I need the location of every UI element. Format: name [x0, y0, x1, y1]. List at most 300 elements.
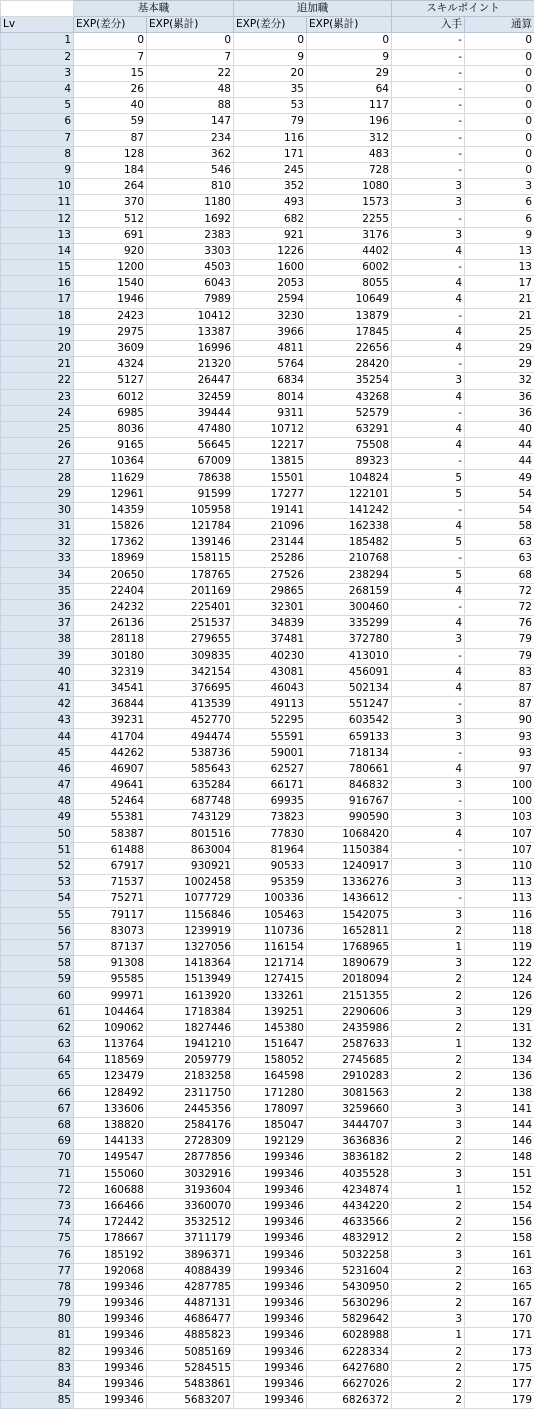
table-row	[1, 308, 534, 324]
extra-exp-diff-cell: 164598	[234, 1069, 307, 1085]
extra-exp-total-cell: 6028988	[307, 1328, 392, 1344]
base-exp-diff-cell: 8036	[74, 421, 147, 437]
extra-exp-total-cell: 846832	[307, 778, 392, 794]
sp-gained-cell: 4	[392, 826, 465, 842]
extra-exp-total-cell: 0	[307, 33, 392, 49]
extra-exp-total-cell: 728	[307, 162, 392, 178]
header-base-exp-total: EXP(累計)	[147, 17, 234, 33]
base-exp-total-cell: 201169	[147, 583, 234, 599]
level-cell: 16	[1, 276, 74, 292]
sp-total-cell: 0	[465, 146, 534, 162]
base-exp-total-cell: 279655	[147, 632, 234, 648]
table-row	[1, 49, 534, 65]
base-exp-total-cell: 1941210	[147, 1037, 234, 1053]
sp-gained-cell: 3	[392, 1117, 465, 1133]
table-row	[1, 33, 534, 49]
sp-gained-cell: 4	[392, 389, 465, 405]
base-exp-diff-cell: 41704	[74, 729, 147, 745]
extra-exp-diff-cell: 69935	[234, 794, 307, 810]
extra-exp-diff-cell: 178097	[234, 1101, 307, 1117]
sp-gained-cell: 4	[392, 616, 465, 632]
extra-exp-diff-cell: 53	[234, 98, 307, 114]
extra-exp-diff-cell: 20	[234, 65, 307, 81]
level-cell: 74	[1, 1215, 74, 1231]
level-cell: 68	[1, 1117, 74, 1133]
table-row	[1, 1182, 534, 1198]
base-exp-diff-cell: 144133	[74, 1134, 147, 1150]
extra-exp-diff-cell: 199346	[234, 1263, 307, 1279]
extra-exp-diff-cell: 49113	[234, 697, 307, 713]
table-row	[1, 211, 534, 227]
base-exp-total-cell: 2445356	[147, 1101, 234, 1117]
table-row	[1, 324, 534, 340]
base-exp-diff-cell: 128492	[74, 1085, 147, 1101]
level-cell: 64	[1, 1053, 74, 1069]
extra-exp-total-cell: 483	[307, 146, 392, 162]
level-cell: 75	[1, 1231, 74, 1247]
header-sp-gained: 入手	[392, 17, 465, 33]
sp-total-cell: 76	[465, 616, 534, 632]
extra-exp-diff-cell: 37481	[234, 632, 307, 648]
table-row	[1, 810, 534, 826]
level-cell: 10	[1, 179, 74, 195]
table-row	[1, 599, 534, 615]
base-exp-diff-cell: 199346	[74, 1344, 147, 1360]
base-exp-diff-cell: 199346	[74, 1393, 147, 1409]
base-exp-diff-cell: 49641	[74, 778, 147, 794]
sp-total-cell: 134	[465, 1053, 534, 1069]
level-cell: 4	[1, 81, 74, 97]
sp-gained-cell: 4	[392, 243, 465, 259]
extra-exp-total-cell: 6627026	[307, 1376, 392, 1392]
extra-exp-diff-cell: 77830	[234, 826, 307, 842]
base-exp-total-cell: 2059779	[147, 1053, 234, 1069]
base-exp-diff-cell: 149547	[74, 1150, 147, 1166]
sp-gained-cell: 5	[392, 486, 465, 502]
table-row	[1, 438, 534, 454]
level-cell: 46	[1, 761, 74, 777]
base-exp-diff-cell: 91308	[74, 956, 147, 972]
level-cell: 32	[1, 535, 74, 551]
extra-exp-total-cell: 4234874	[307, 1182, 392, 1198]
sp-total-cell: 141	[465, 1101, 534, 1117]
table-row	[1, 1393, 534, 1409]
extra-exp-total-cell: 162338	[307, 519, 392, 535]
table-row	[1, 357, 534, 373]
sp-total-cell: 83	[465, 664, 534, 680]
header-extra-exp-diff: EXP(差分)	[234, 17, 307, 33]
sp-gained-cell: 2	[392, 1393, 465, 1409]
extra-exp-diff-cell: 493	[234, 195, 307, 211]
sp-total-cell: 9	[465, 227, 534, 243]
base-exp-diff-cell: 87	[74, 130, 147, 146]
table-row	[1, 842, 534, 858]
level-cell: 36	[1, 599, 74, 615]
base-exp-diff-cell: 920	[74, 243, 147, 259]
level-cell: 80	[1, 1312, 74, 1328]
extra-exp-diff-cell: 5764	[234, 357, 307, 373]
extra-exp-total-cell: 5430950	[307, 1279, 392, 1295]
sp-gained-cell: 1	[392, 1328, 465, 1344]
base-exp-total-cell: 538736	[147, 745, 234, 761]
base-exp-total-cell: 362	[147, 146, 234, 162]
sp-gained-cell: 4	[392, 292, 465, 308]
base-exp-total-cell: 743129	[147, 810, 234, 826]
base-exp-diff-cell: 55381	[74, 810, 147, 826]
base-exp-total-cell: 5284515	[147, 1360, 234, 1376]
table-row	[1, 616, 534, 632]
table-row	[1, 1247, 534, 1263]
sp-gained-cell: 4	[392, 761, 465, 777]
sp-gained-cell: 3	[392, 713, 465, 729]
base-exp-total-cell: 178765	[147, 567, 234, 583]
sp-total-cell: 177	[465, 1376, 534, 1392]
extra-exp-diff-cell: 3966	[234, 324, 307, 340]
sp-gained-cell: 2	[392, 988, 465, 1004]
base-exp-total-cell: 413539	[147, 697, 234, 713]
extra-exp-total-cell: 502134	[307, 680, 392, 696]
base-exp-total-cell: 546	[147, 162, 234, 178]
base-exp-total-cell: 3032916	[147, 1166, 234, 1182]
level-cell: 21	[1, 357, 74, 373]
level-cell: 18	[1, 308, 74, 324]
sp-gained-cell: 2	[392, 1020, 465, 1036]
extra-exp-diff-cell: 8014	[234, 389, 307, 405]
sp-gained-cell: -	[392, 842, 465, 858]
table-row	[1, 1231, 534, 1247]
base-exp-total-cell: 22	[147, 65, 234, 81]
base-exp-diff-cell: 28118	[74, 632, 147, 648]
base-exp-total-cell: 78638	[147, 470, 234, 486]
sp-gained-cell: -	[392, 49, 465, 65]
base-exp-total-cell: 5683207	[147, 1393, 234, 1409]
base-exp-diff-cell: 199346	[74, 1279, 147, 1295]
level-cell: 12	[1, 211, 74, 227]
sp-total-cell: 110	[465, 858, 534, 874]
sp-total-cell: 175	[465, 1360, 534, 1376]
extra-exp-total-cell: 1068420	[307, 826, 392, 842]
base-exp-diff-cell: 10364	[74, 454, 147, 470]
extra-exp-diff-cell: 199346	[234, 1247, 307, 1263]
table-row	[1, 1053, 534, 1069]
base-exp-diff-cell: 199346	[74, 1296, 147, 1312]
extra-exp-diff-cell: 2053	[234, 276, 307, 292]
level-cell: 48	[1, 794, 74, 810]
extra-exp-total-cell: 456091	[307, 664, 392, 680]
table-row	[1, 1328, 534, 1344]
sp-total-cell: 68	[465, 567, 534, 583]
extra-exp-diff-cell: 199346	[234, 1150, 307, 1166]
level-cell: 39	[1, 648, 74, 664]
level-cell: 24	[1, 405, 74, 421]
extra-exp-diff-cell: 682	[234, 211, 307, 227]
table-row	[1, 1101, 534, 1117]
sp-gained-cell: -	[392, 697, 465, 713]
extra-exp-total-cell: 335299	[307, 616, 392, 632]
sp-gained-cell: -	[392, 130, 465, 146]
table-row	[1, 519, 534, 535]
extra-exp-diff-cell: 9311	[234, 405, 307, 421]
sp-total-cell: 63	[465, 551, 534, 567]
sp-gained-cell: -	[392, 146, 465, 162]
extra-exp-diff-cell: 19141	[234, 502, 307, 518]
sp-gained-cell: 3	[392, 729, 465, 745]
header-group-row	[1, 1, 534, 17]
base-exp-total-cell: 32459	[147, 389, 234, 405]
table-row	[1, 1037, 534, 1053]
extra-exp-total-cell: 89323	[307, 454, 392, 470]
base-exp-diff-cell: 15826	[74, 519, 147, 535]
base-exp-total-cell: 5483861	[147, 1376, 234, 1392]
base-exp-diff-cell: 128	[74, 146, 147, 162]
base-exp-diff-cell: 39231	[74, 713, 147, 729]
sp-total-cell: 100	[465, 778, 534, 794]
base-exp-diff-cell: 172442	[74, 1215, 147, 1231]
sp-gained-cell: 3	[392, 1312, 465, 1328]
extra-exp-diff-cell: 199346	[234, 1376, 307, 1392]
table-row	[1, 1150, 534, 1166]
level-cell: 19	[1, 324, 74, 340]
sp-gained-cell: 1	[392, 939, 465, 955]
level-cell: 63	[1, 1037, 74, 1053]
base-exp-diff-cell: 155060	[74, 1166, 147, 1182]
base-exp-diff-cell: 87137	[74, 939, 147, 955]
sp-gained-cell: 3	[392, 858, 465, 874]
base-exp-diff-cell: 104464	[74, 1004, 147, 1020]
extra-exp-diff-cell: 79	[234, 114, 307, 130]
extra-exp-diff-cell: 352	[234, 179, 307, 195]
extra-exp-diff-cell: 199346	[234, 1198, 307, 1214]
sp-total-cell: 49	[465, 470, 534, 486]
sp-gained-cell: -	[392, 502, 465, 518]
sp-total-cell: 136	[465, 1069, 534, 1085]
base-exp-diff-cell: 71537	[74, 875, 147, 891]
base-exp-diff-cell: 1200	[74, 260, 147, 276]
extra-exp-total-cell: 75508	[307, 438, 392, 454]
sp-total-cell: 0	[465, 49, 534, 65]
extra-exp-diff-cell: 171	[234, 146, 307, 162]
sp-gained-cell: 4	[392, 664, 465, 680]
extra-exp-diff-cell: 55591	[234, 729, 307, 745]
level-cell: 51	[1, 842, 74, 858]
extra-exp-total-cell: 780661	[307, 761, 392, 777]
sp-gained-cell: -	[392, 33, 465, 49]
level-cell: 52	[1, 858, 74, 874]
sp-total-cell: 154	[465, 1198, 534, 1214]
extra-exp-total-cell: 10649	[307, 292, 392, 308]
base-exp-diff-cell: 99971	[74, 988, 147, 1004]
extra-exp-diff-cell: 199346	[234, 1231, 307, 1247]
sp-gained-cell: 4	[392, 421, 465, 437]
sp-gained-cell: 2	[392, 1134, 465, 1150]
table-row	[1, 81, 534, 97]
extra-exp-diff-cell: 199346	[234, 1312, 307, 1328]
extra-exp-diff-cell: 15501	[234, 470, 307, 486]
extra-exp-diff-cell: 81964	[234, 842, 307, 858]
extra-exp-diff-cell: 199346	[234, 1166, 307, 1182]
base-exp-diff-cell: 9165	[74, 438, 147, 454]
extra-exp-diff-cell: 40230	[234, 648, 307, 664]
level-cell: 14	[1, 243, 74, 259]
extra-exp-total-cell: 28420	[307, 357, 392, 373]
sp-total-cell: 63	[465, 535, 534, 551]
base-exp-total-cell: 13387	[147, 324, 234, 340]
base-exp-total-cell: 4487131	[147, 1296, 234, 1312]
level-cell: 82	[1, 1344, 74, 1360]
base-exp-diff-cell: 133606	[74, 1101, 147, 1117]
sp-gained-cell: -	[392, 114, 465, 130]
extra-exp-total-cell: 916767	[307, 794, 392, 810]
base-exp-diff-cell: 26136	[74, 616, 147, 632]
base-exp-diff-cell: 184	[74, 162, 147, 178]
level-cell: 1	[1, 33, 74, 49]
base-exp-total-cell: 67009	[147, 454, 234, 470]
level-cell: 43	[1, 713, 74, 729]
sp-gained-cell: -	[392, 891, 465, 907]
table-row	[1, 405, 534, 421]
level-cell: 71	[1, 1166, 74, 1182]
base-exp-diff-cell: 20650	[74, 567, 147, 583]
extra-exp-diff-cell: 1226	[234, 243, 307, 259]
sp-total-cell: 119	[465, 939, 534, 955]
sp-total-cell: 54	[465, 486, 534, 502]
base-exp-diff-cell: 118569	[74, 1053, 147, 1069]
table-row	[1, 179, 534, 195]
extra-exp-diff-cell: 199346	[234, 1296, 307, 1312]
sp-gained-cell: -	[392, 260, 465, 276]
table-row	[1, 1376, 534, 1392]
base-exp-total-cell: 88	[147, 98, 234, 114]
sp-total-cell: 122	[465, 956, 534, 972]
base-exp-total-cell: 4686477	[147, 1312, 234, 1328]
sp-total-cell: 93	[465, 729, 534, 745]
base-exp-total-cell: 1827446	[147, 1020, 234, 1036]
level-cell: 27	[1, 454, 74, 470]
table-row	[1, 535, 534, 551]
extra-exp-total-cell: 17845	[307, 324, 392, 340]
sp-total-cell: 148	[465, 1150, 534, 1166]
extra-exp-total-cell: 2255	[307, 211, 392, 227]
table-row	[1, 875, 534, 891]
sp-total-cell: 79	[465, 648, 534, 664]
extra-exp-diff-cell: 145380	[234, 1020, 307, 1036]
extra-exp-total-cell: 52579	[307, 405, 392, 421]
base-exp-total-cell: 1613920	[147, 988, 234, 1004]
sp-total-cell: 3	[465, 179, 534, 195]
base-exp-diff-cell: 109062	[74, 1020, 147, 1036]
extra-exp-total-cell: 2290606	[307, 1004, 392, 1020]
base-exp-total-cell: 687748	[147, 794, 234, 810]
base-exp-total-cell: 47480	[147, 421, 234, 437]
base-exp-total-cell: 4287785	[147, 1279, 234, 1295]
base-exp-diff-cell: 58387	[74, 826, 147, 842]
extra-exp-total-cell: 551247	[307, 697, 392, 713]
extra-exp-total-cell: 4402	[307, 243, 392, 259]
extra-exp-total-cell: 6826372	[307, 1393, 392, 1409]
level-cell: 44	[1, 729, 74, 745]
level-cell: 67	[1, 1101, 74, 1117]
header-extra-class: 追加職	[234, 1, 392, 17]
table-row	[1, 1360, 534, 1376]
base-exp-diff-cell: 44262	[74, 745, 147, 761]
base-exp-diff-cell: 192068	[74, 1263, 147, 1279]
table-row	[1, 276, 534, 292]
header-base-class: 基本職	[74, 1, 234, 17]
base-exp-diff-cell: 26	[74, 81, 147, 97]
base-exp-total-cell: 585643	[147, 761, 234, 777]
extra-exp-total-cell: 35254	[307, 373, 392, 389]
extra-exp-diff-cell: 158052	[234, 1053, 307, 1069]
base-exp-diff-cell: 4324	[74, 357, 147, 373]
sp-gained-cell: 2	[392, 1069, 465, 1085]
sp-total-cell: 36	[465, 389, 534, 405]
sp-total-cell: 58	[465, 519, 534, 535]
extra-exp-diff-cell: 116154	[234, 939, 307, 955]
sp-total-cell: 6	[465, 211, 534, 227]
header-base-exp-diff: EXP(差分)	[74, 17, 147, 33]
extra-exp-total-cell: 718134	[307, 745, 392, 761]
extra-exp-diff-cell: 73823	[234, 810, 307, 826]
base-exp-total-cell: 56645	[147, 438, 234, 454]
extra-exp-diff-cell: 62527	[234, 761, 307, 777]
sp-gained-cell: 3	[392, 632, 465, 648]
sp-gained-cell: 2	[392, 1085, 465, 1101]
table-row	[1, 1198, 534, 1214]
base-exp-total-cell: 1077729	[147, 891, 234, 907]
table-row	[1, 858, 534, 874]
sp-gained-cell: 3	[392, 810, 465, 826]
sp-gained-cell: -	[392, 98, 465, 114]
base-exp-total-cell: 16996	[147, 340, 234, 356]
table-row	[1, 454, 534, 470]
sp-gained-cell: 2	[392, 1053, 465, 1069]
sp-gained-cell: 4	[392, 276, 465, 292]
extra-exp-total-cell: 4035528	[307, 1166, 392, 1182]
extra-exp-total-cell: 6427680	[307, 1360, 392, 1376]
extra-exp-diff-cell: 1600	[234, 260, 307, 276]
extra-exp-diff-cell: 23144	[234, 535, 307, 551]
sp-total-cell: 161	[465, 1247, 534, 1263]
extra-exp-total-cell: 210768	[307, 551, 392, 567]
base-exp-diff-cell: 79117	[74, 907, 147, 923]
extra-exp-diff-cell: 13815	[234, 454, 307, 470]
base-exp-total-cell: 6043	[147, 276, 234, 292]
sp-gained-cell: -	[392, 81, 465, 97]
extra-exp-diff-cell: 4811	[234, 340, 307, 356]
table-row	[1, 1085, 534, 1101]
extra-exp-total-cell: 141242	[307, 502, 392, 518]
base-exp-total-cell: 139146	[147, 535, 234, 551]
table-row	[1, 1117, 534, 1133]
level-cell: 30	[1, 502, 74, 518]
sp-gained-cell: 3	[392, 1166, 465, 1182]
base-exp-diff-cell: 3609	[74, 340, 147, 356]
base-exp-total-cell: 105958	[147, 502, 234, 518]
table-row	[1, 1004, 534, 1020]
extra-exp-diff-cell: 59001	[234, 745, 307, 761]
sp-total-cell: 113	[465, 875, 534, 891]
base-exp-diff-cell: 264	[74, 179, 147, 195]
sp-gained-cell: -	[392, 551, 465, 567]
level-cell: 59	[1, 972, 74, 988]
extra-exp-total-cell: 4633566	[307, 1215, 392, 1231]
level-cell: 26	[1, 438, 74, 454]
table-row	[1, 907, 534, 923]
sp-total-cell: 29	[465, 340, 534, 356]
base-exp-diff-cell: 14359	[74, 502, 147, 518]
sp-gained-cell: 2	[392, 972, 465, 988]
level-cell: 11	[1, 195, 74, 211]
